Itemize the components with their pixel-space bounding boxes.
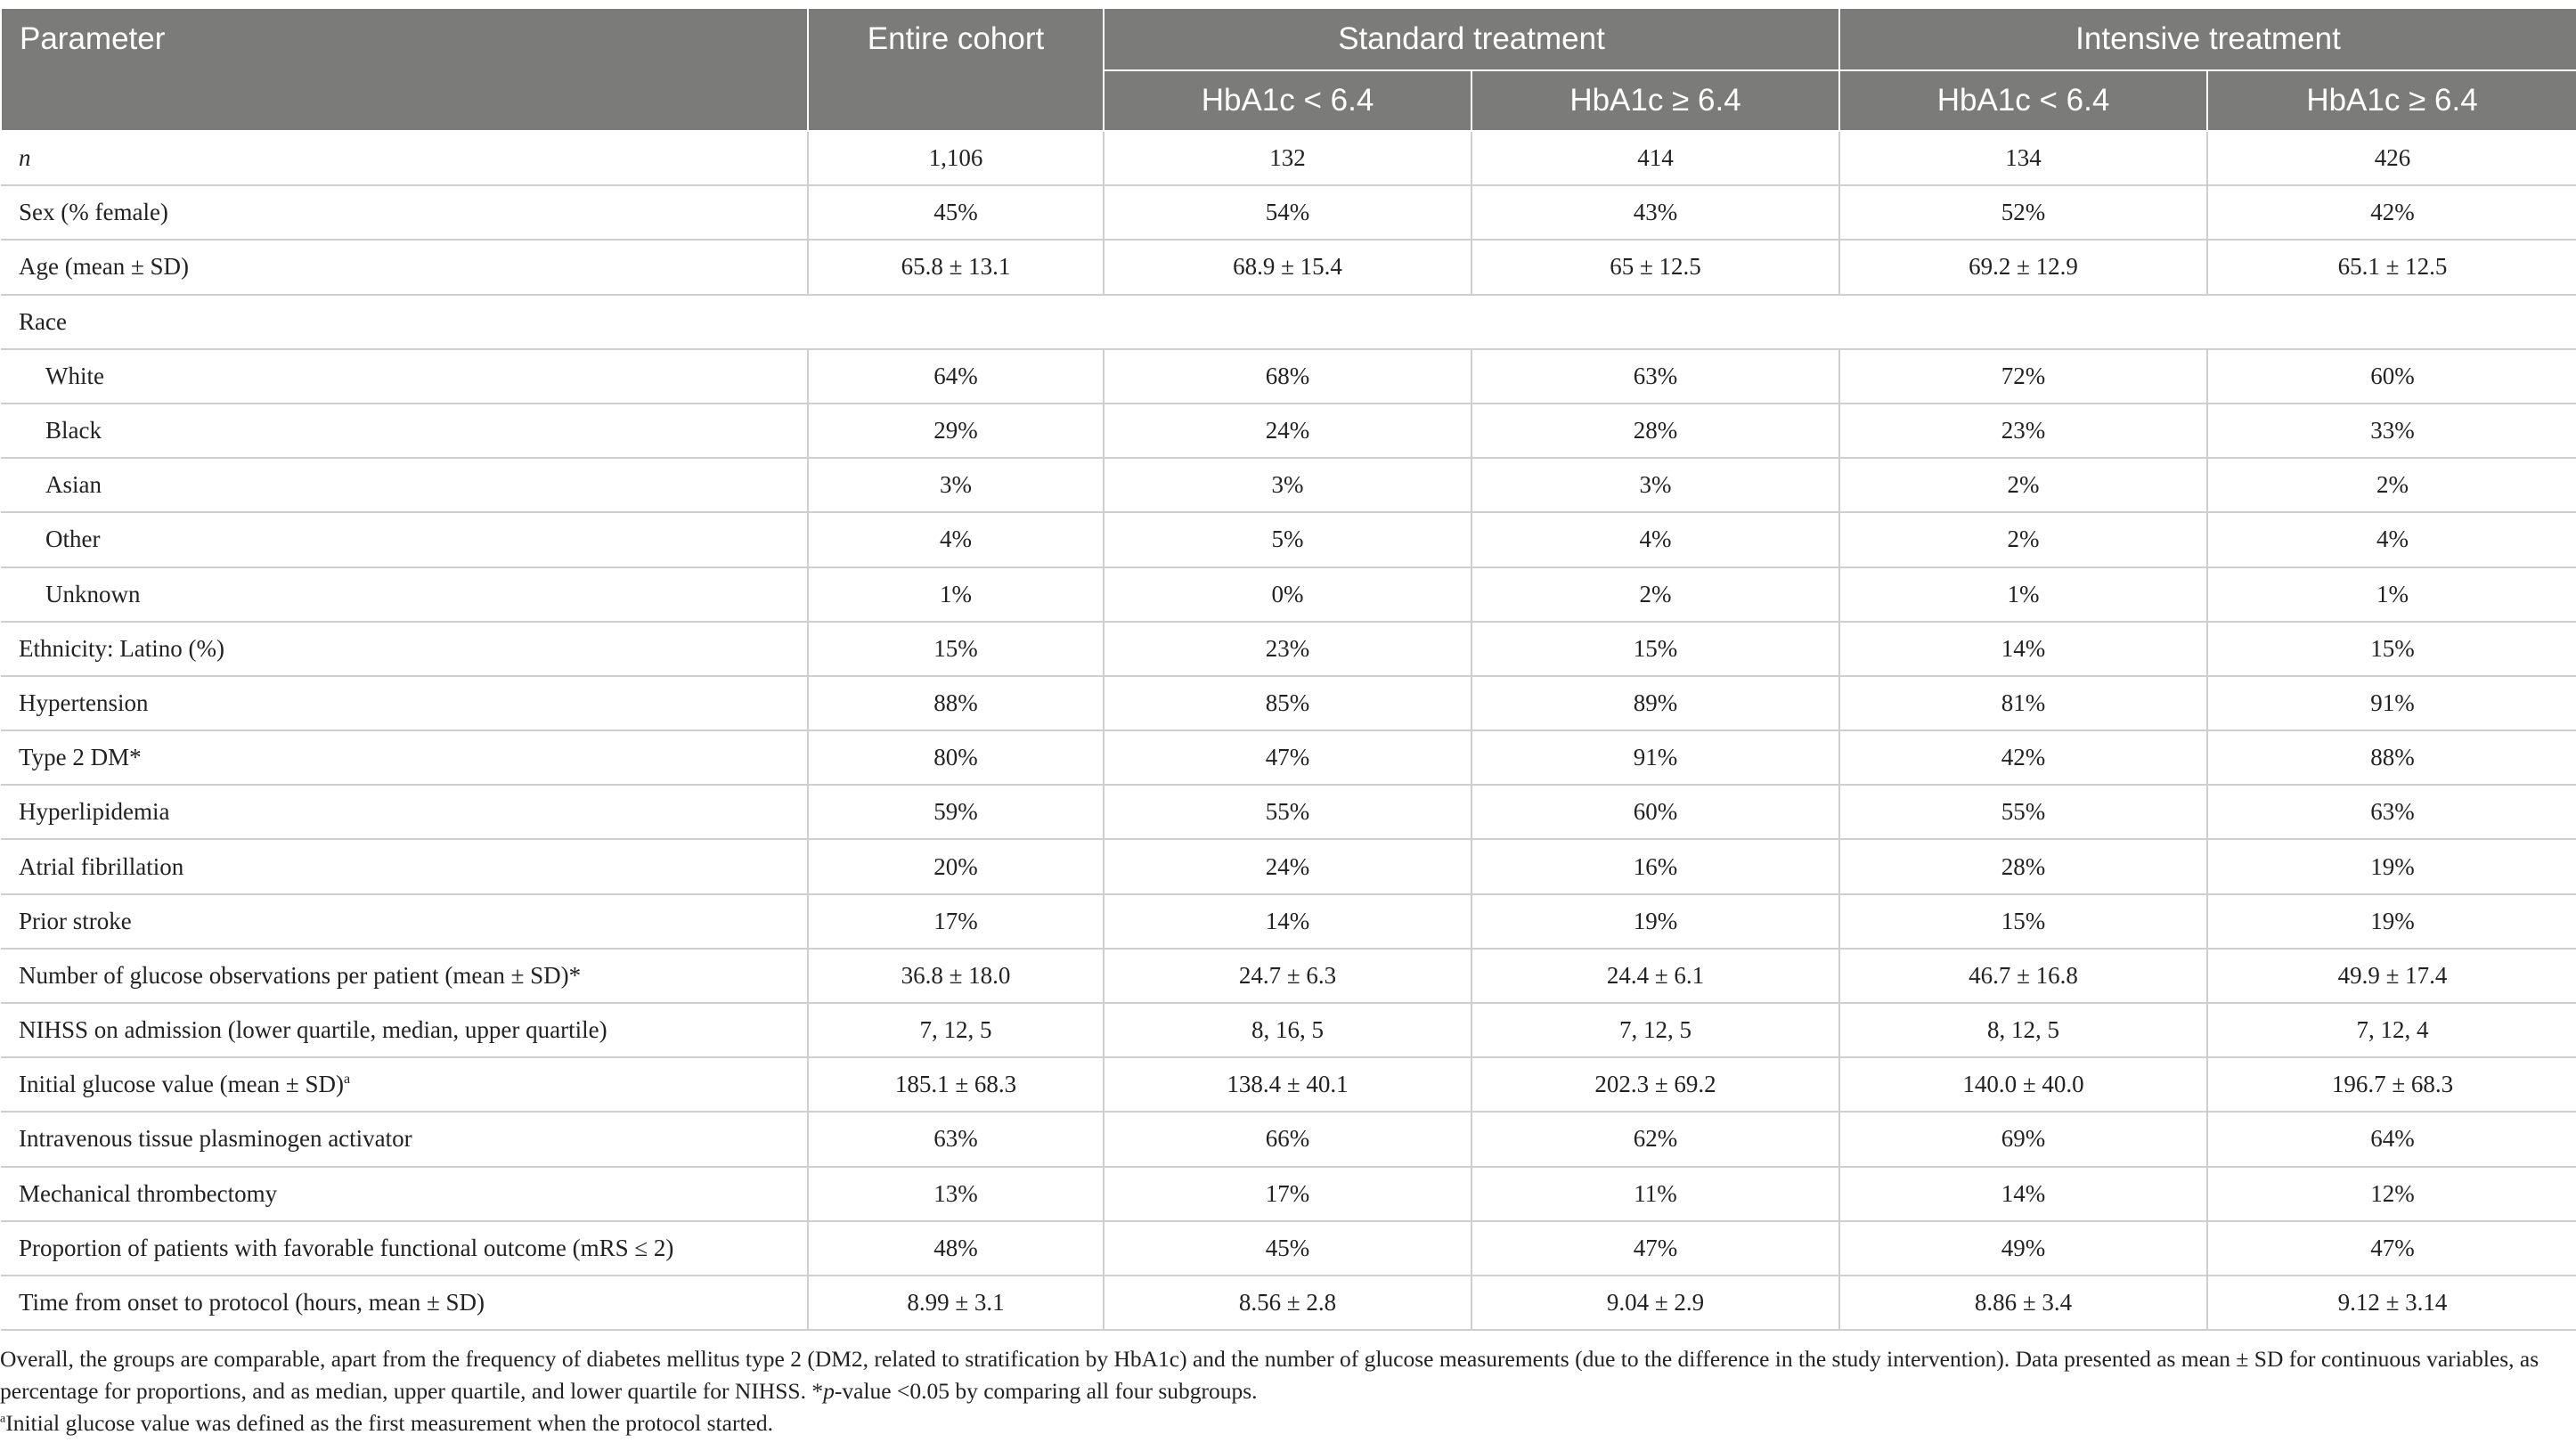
cell-standard-low: 5%: [1104, 512, 1471, 567]
row-label: Black: [1, 404, 808, 458]
row-label: Hypertension: [1, 676, 808, 730]
footnote-marker: a: [343, 1072, 351, 1088]
cell-intensive-high: 63%: [2207, 785, 2576, 839]
row-label: Time from onset to protocol (hours, mean ± SD): [1, 1276, 808, 1330]
cell-entire-cohort: 63%: [808, 1112, 1104, 1166]
cell-entire-cohort: 45%: [808, 185, 1104, 240]
cell-entire-cohort: 15%: [808, 622, 1104, 676]
table-row: [1, 730, 2576, 785]
cell-intensive-high: 64%: [2207, 1112, 2576, 1166]
row-label-text: Initial glucose value (mean ± SD): [19, 1071, 344, 1098]
row-label: Hyperlipidemia: [1, 785, 808, 839]
header-intensive-hba1c-low: HbA1c < 6.4: [1839, 70, 2207, 131]
cell-standard-low: 17%: [1104, 1167, 1471, 1221]
cell-standard-high: 16%: [1471, 839, 1839, 893]
cell-standard-high: 28%: [1471, 404, 1839, 458]
cell-intensive-low: 14%: [1839, 622, 2207, 676]
table-row: [1, 404, 2576, 458]
header-standard-hba1c-high: HbA1c ≥ 6.4: [1471, 70, 1839, 131]
footnote-p-italic: p: [823, 1378, 835, 1404]
cell-intensive-low: 14%: [1839, 1167, 2207, 1221]
row-label: Race: [1, 295, 2576, 349]
cell-intensive-high: 49.9 ± 17.4: [2207, 949, 2576, 1003]
cell-intensive-low: 134: [1839, 131, 2207, 185]
cell-intensive-high: 65.1 ± 12.5: [2207, 240, 2576, 294]
table-row: [1, 676, 2576, 730]
cell-intensive-high: 91%: [2207, 676, 2576, 730]
table-row: [1, 131, 2576, 185]
table-row: [1, 1221, 2576, 1276]
cell-entire-cohort: 65.8 ± 13.1: [808, 240, 1104, 294]
cell-standard-low: 68.9 ± 15.4: [1104, 240, 1471, 294]
cell-standard-high: 65 ± 12.5: [1471, 240, 1839, 294]
cell-intensive-low: 55%: [1839, 785, 2207, 839]
cell-intensive-low: 46.7 ± 16.8: [1839, 949, 2207, 1003]
footnote-text: -value <0.05 by comparing all four subgroups.: [834, 1378, 1258, 1404]
table-row: [1, 458, 2576, 512]
header-parameter: Parameter: [1, 8, 808, 131]
cell-standard-low: 54%: [1104, 185, 1471, 240]
row-label: Type 2 DM*: [1, 730, 808, 785]
cell-intensive-low: 140.0 ± 40.0: [1839, 1057, 2207, 1112]
cell-standard-high: 11%: [1471, 1167, 1839, 1221]
cell-standard-low: 23%: [1104, 622, 1471, 676]
cell-intensive-low: 52%: [1839, 185, 2207, 240]
cell-standard-high: 7, 12, 5: [1471, 1003, 1839, 1057]
baseline-characteristics-table: [0, 7, 2576, 1331]
cell-entire-cohort: 80%: [808, 730, 1104, 785]
cell-standard-low: 24.7 ± 6.3: [1104, 949, 1471, 1003]
row-label: Other: [1, 512, 808, 567]
table-row: [1, 1167, 2576, 1221]
table-row: [1, 512, 2576, 567]
cell-intensive-high: 60%: [2207, 349, 2576, 404]
table-row: [1, 1003, 2576, 1057]
row-label: Prior stroke: [1, 894, 808, 949]
cell-intensive-low: 2%: [1839, 512, 2207, 567]
cell-standard-low: 138.4 ± 40.1: [1104, 1057, 1471, 1112]
header-standard-hba1c-low: HbA1c < 6.4: [1104, 70, 1471, 131]
table-row: [1, 622, 2576, 676]
cell-standard-high: 24.4 ± 6.1: [1471, 949, 1839, 1003]
header-standard-treatment: Standard treatment: [1104, 8, 1839, 70]
cell-entire-cohort: 1%: [808, 567, 1104, 622]
cell-intensive-low: 15%: [1839, 894, 2207, 949]
cell-intensive-high: 12%: [2207, 1167, 2576, 1221]
row-label: Unknown: [1, 567, 808, 622]
cell-intensive-low: 8, 12, 5: [1839, 1003, 2207, 1057]
cell-standard-high: 15%: [1471, 622, 1839, 676]
table-row: [1, 894, 2576, 949]
row-label: Number of glucose observations per patient (mean ± SD)*: [1, 949, 808, 1003]
table-row: [1, 567, 2576, 622]
cell-entire-cohort: 1,106: [808, 131, 1104, 185]
cell-standard-low: 3%: [1104, 458, 1471, 512]
cell-standard-high: 4%: [1471, 512, 1839, 567]
cell-intensive-high: 2%: [2207, 458, 2576, 512]
cell-intensive-low: 8.86 ± 3.4: [1839, 1276, 2207, 1330]
header-entire-cohort: Entire cohort: [808, 8, 1104, 131]
cell-entire-cohort: 36.8 ± 18.0: [808, 949, 1104, 1003]
cell-standard-low: 45%: [1104, 1221, 1471, 1276]
cell-standard-low: 132: [1104, 131, 1471, 185]
table-footnotes: [0, 1343, 2565, 1439]
cell-intensive-high: 19%: [2207, 839, 2576, 893]
cell-standard-low: 24%: [1104, 404, 1471, 458]
table-row: [1, 949, 2576, 1003]
table-row: [1, 349, 2576, 404]
cell-intensive-low: 23%: [1839, 404, 2207, 458]
cell-standard-high: 60%: [1471, 785, 1839, 839]
footnote-general: [0, 1343, 2565, 1407]
cell-standard-low: 8, 16, 5: [1104, 1003, 1471, 1057]
cell-entire-cohort: 13%: [808, 1167, 1104, 1221]
cell-intensive-low: 28%: [1839, 839, 2207, 893]
footnote-text: Initial glucose value was defined as the first measurement when the protocol started.: [5, 1410, 773, 1436]
cell-intensive-high: 1%: [2207, 567, 2576, 622]
row-label: Asian: [1, 458, 808, 512]
cell-standard-high: 43%: [1471, 185, 1839, 240]
row-label: [1, 1057, 808, 1112]
cell-intensive-high: 47%: [2207, 1221, 2576, 1276]
cell-entire-cohort: 64%: [808, 349, 1104, 404]
cell-standard-high: 63%: [1471, 349, 1839, 404]
cell-intensive-high: 7, 12, 4: [2207, 1003, 2576, 1057]
cell-intensive-low: 2%: [1839, 458, 2207, 512]
cell-intensive-high: 88%: [2207, 730, 2576, 785]
cell-intensive-high: 426: [2207, 131, 2576, 185]
cell-standard-low: 47%: [1104, 730, 1471, 785]
cell-standard-low: 85%: [1104, 676, 1471, 730]
row-label: Sex (% female): [1, 185, 808, 240]
row-label: Intravenous tissue plasminogen activator: [1, 1112, 808, 1166]
cell-standard-low: 0%: [1104, 567, 1471, 622]
table-row: [1, 1057, 2576, 1112]
table-row: [1, 785, 2576, 839]
row-label: Age (mean ± SD): [1, 240, 808, 294]
cell-intensive-low: 42%: [1839, 730, 2207, 785]
header-intensive-treatment: Intensive treatment: [1839, 8, 2576, 70]
row-label: Proportion of patients with favorable functional outcome (mRS ≤ 2): [1, 1221, 808, 1276]
cell-standard-high: 2%: [1471, 567, 1839, 622]
cell-standard-high: 202.3 ± 69.2: [1471, 1057, 1839, 1112]
cell-entire-cohort: 20%: [808, 839, 1104, 893]
cell-standard-high: 62%: [1471, 1112, 1839, 1166]
cell-standard-high: 47%: [1471, 1221, 1839, 1276]
cell-intensive-high: 19%: [2207, 894, 2576, 949]
row-label: NIHSS on admission (lower quartile, median, upper quartile): [1, 1003, 808, 1057]
cell-entire-cohort: 29%: [808, 404, 1104, 458]
header-intensive-hba1c-high: HbA1c ≥ 6.4: [2207, 70, 2576, 131]
cell-standard-high: 9.04 ± 2.9: [1471, 1276, 1839, 1330]
cell-intensive-high: 15%: [2207, 622, 2576, 676]
cell-standard-low: 55%: [1104, 785, 1471, 839]
cell-standard-low: 14%: [1104, 894, 1471, 949]
row-label: Atrial fibrillation: [1, 839, 808, 893]
table-row: [1, 1276, 2576, 1330]
cell-intensive-low: 81%: [1839, 676, 2207, 730]
cell-intensive-high: 9.12 ± 3.14: [2207, 1276, 2576, 1330]
cell-intensive-high: 196.7 ± 68.3: [2207, 1057, 2576, 1112]
table-row: [1, 839, 2576, 893]
footnote-initial-glucose: [0, 1407, 2565, 1439]
table-row: [1, 185, 2576, 240]
cell-standard-low: 8.56 ± 2.8: [1104, 1276, 1471, 1330]
cell-entire-cohort: 88%: [808, 676, 1104, 730]
cell-standard-high: 414: [1471, 131, 1839, 185]
cell-standard-low: 66%: [1104, 1112, 1471, 1166]
cell-intensive-low: 72%: [1839, 349, 2207, 404]
cell-entire-cohort: 185.1 ± 68.3: [808, 1057, 1104, 1112]
cell-entire-cohort: 17%: [808, 894, 1104, 949]
cell-intensive-high: 4%: [2207, 512, 2576, 567]
cell-intensive-low: 69.2 ± 12.9: [1839, 240, 2207, 294]
table-row: [1, 1112, 2576, 1166]
cell-intensive-low: 49%: [1839, 1221, 2207, 1276]
row-label: White: [1, 349, 808, 404]
cell-standard-high: 3%: [1471, 458, 1839, 512]
cell-standard-high: 89%: [1471, 676, 1839, 730]
table-row-race-header: [1, 295, 2576, 349]
cell-standard-high: 91%: [1471, 730, 1839, 785]
cell-intensive-high: 42%: [2207, 185, 2576, 240]
table-row: [1, 240, 2576, 294]
row-label: Mechanical thrombectomy: [1, 1167, 808, 1221]
row-label: n: [1, 131, 808, 185]
cell-entire-cohort: 7, 12, 5: [808, 1003, 1104, 1057]
cell-entire-cohort: 4%: [808, 512, 1104, 567]
cell-entire-cohort: 59%: [808, 785, 1104, 839]
row-label: Ethnicity: Latino (%): [1, 622, 808, 676]
footnote-text: Overall, the groups are comparable, apart from the frequency of diabetes mellitus type 2 (DM2, related to stratification by HbA1c) and the number of glucose measurements (due to the difference in the study intervention). Data presented as mean ± SD for continuous variables, as percentage for proportions, and as median, upper quartile, and lower quartile for NIHSS. *: [0, 1346, 2539, 1404]
cell-entire-cohort: 8.99 ± 3.1: [808, 1276, 1104, 1330]
header-row-groups: [1, 8, 2576, 70]
cell-standard-low: 68%: [1104, 349, 1471, 404]
cell-intensive-high: 33%: [2207, 404, 2576, 458]
cell-standard-high: 19%: [1471, 894, 1839, 949]
cell-intensive-low: 1%: [1839, 567, 2207, 622]
cell-intensive-low: 69%: [1839, 1112, 2207, 1166]
cell-entire-cohort: 48%: [808, 1221, 1104, 1276]
footnote-marker: a: [0, 1412, 6, 1426]
cell-entire-cohort: 3%: [808, 458, 1104, 512]
cell-standard-low: 24%: [1104, 839, 1471, 893]
